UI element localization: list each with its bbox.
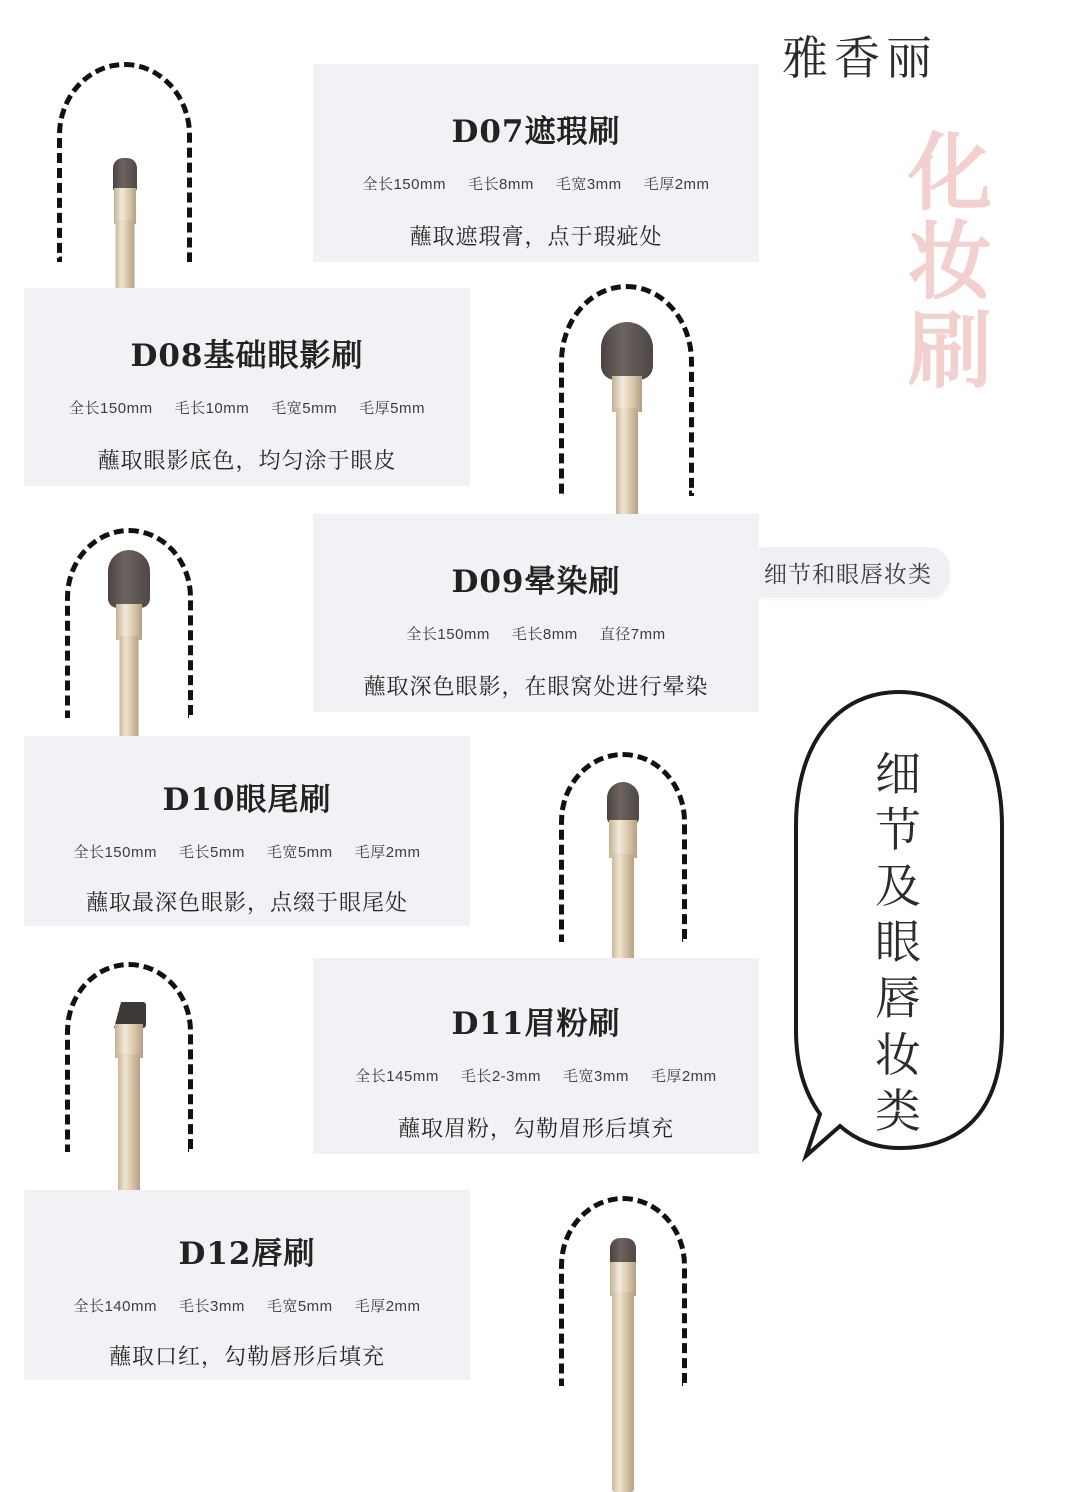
brush-specs (24, 841, 470, 862)
brush-description: 蘸取眼影底色，均匀涂于眼皮 (97, 448, 397, 473)
bubble-char-5: 唇 (875, 971, 923, 1026)
brush-illustration-d08 (559, 284, 694, 496)
spec-item: 毛宽3mm (555, 176, 622, 193)
spec-item: 毛长2-3mm (460, 1068, 541, 1085)
brush-ferrule (115, 1024, 143, 1058)
bubble-char-7: 类 (875, 1083, 923, 1138)
brush-specs (313, 623, 759, 644)
spec-item: 毛长8mm (468, 176, 534, 193)
spec-item: 毛厚2mm (354, 1298, 421, 1315)
brush-specs (24, 397, 470, 418)
brush-bristle (607, 782, 639, 824)
brush-description: 蘸取深色眼影，在眼窝处进行晕染 (363, 674, 709, 699)
brush-bristle (113, 158, 137, 192)
brush-bristle (601, 322, 653, 380)
speech-bubble-text (790, 746, 1008, 1139)
brush-ferrule (116, 604, 142, 640)
speech-bubble (790, 686, 1008, 1166)
brand-title-char-1: 化 (907, 123, 994, 222)
spec-item: 毛宽5mm (266, 844, 333, 861)
brush-card-d11 (313, 958, 759, 1154)
spec-item: 毛厚2mm (643, 176, 710, 193)
spec-item: 毛宽5mm (266, 1298, 333, 1315)
spec-item: 全长140mm (73, 1298, 157, 1315)
spec-item: 毛宽5mm (271, 400, 338, 417)
spec-item: 毛长5mm (179, 844, 245, 861)
spec-item: 毛长10mm (174, 400, 250, 417)
brush-title: D09晕染刷 (451, 564, 621, 600)
brush-card-d07 (313, 64, 759, 262)
brush-title: D08基础眼影刷 (130, 338, 364, 374)
brush-handle (612, 1292, 634, 1492)
brush-card-d08 (24, 288, 470, 486)
spec-item: 毛宽3mm (563, 1068, 629, 1085)
spec-item: 全长150mm (73, 844, 157, 861)
brush-description: 蘸取遮瑕膏，点于瑕疵处 (409, 224, 663, 249)
brush-illustration-d11 (65, 962, 193, 1152)
spec-item: 全长150mm (406, 626, 490, 643)
brush-bristle (108, 550, 150, 608)
brush-card-d10 (24, 736, 470, 926)
brand-title-char-2: 妆 (907, 212, 994, 312)
brand-name: 雅香丽 (782, 31, 938, 85)
brush-ferrule (612, 376, 642, 412)
bubble-char-2: 节 (875, 803, 923, 858)
brush-description: 蘸取眉粉，勾勒眉形后填充 (397, 1116, 674, 1141)
brush-title: D11眉粉刷 (451, 1006, 621, 1042)
brand-title-vertical (886, 123, 1016, 401)
spec-item: 毛长3mm (179, 1298, 245, 1315)
brush-description: 蘸取口红，勾勒唇形后填充 (108, 1344, 385, 1369)
spec-item: 直径7mm (599, 626, 666, 643)
brand-title-char-3: 刷 (907, 301, 994, 401)
brush-title: D07遮瑕刷 (451, 114, 621, 150)
brush-illustration-d10 (559, 752, 687, 942)
brush-illustration-d12 (559, 1196, 687, 1386)
brush-card-d12 (24, 1190, 470, 1380)
brush-title: D12唇刷 (178, 1236, 316, 1272)
spec-item: 毛厚2mm (650, 1068, 717, 1085)
brush-ferrule (114, 188, 136, 224)
category-pill: 细节和眼唇妆类 (745, 546, 951, 599)
spec-item: 毛长8mm (511, 626, 578, 643)
bubble-char-1: 细 (875, 747, 923, 801)
spec-item: 全长150mm (69, 400, 153, 417)
bubble-char-4: 眼 (875, 915, 923, 970)
spec-item: 毛厚5mm (359, 400, 425, 417)
brush-specs (24, 1295, 470, 1316)
spec-item: 全长145mm (355, 1068, 439, 1085)
brush-description: 蘸取最深色眼影，点缀于眼尾处 (85, 890, 408, 915)
brush-card-d09 (313, 514, 759, 712)
brush-ferrule (610, 1262, 636, 1296)
brush-illustration-d09 (65, 528, 193, 718)
spec-item: 毛厚2mm (354, 844, 421, 861)
brush-title: D10眼尾刷 (162, 782, 332, 818)
bubble-char-3: 及 (875, 859, 923, 914)
brush-ferrule (609, 820, 637, 858)
spec-item: 全长150mm (362, 176, 446, 193)
brush-illustration-d07 (57, 62, 192, 262)
brush-specs (313, 1065, 759, 1086)
bubble-char-6: 妆 (875, 1027, 923, 1082)
brush-specs (313, 173, 759, 194)
